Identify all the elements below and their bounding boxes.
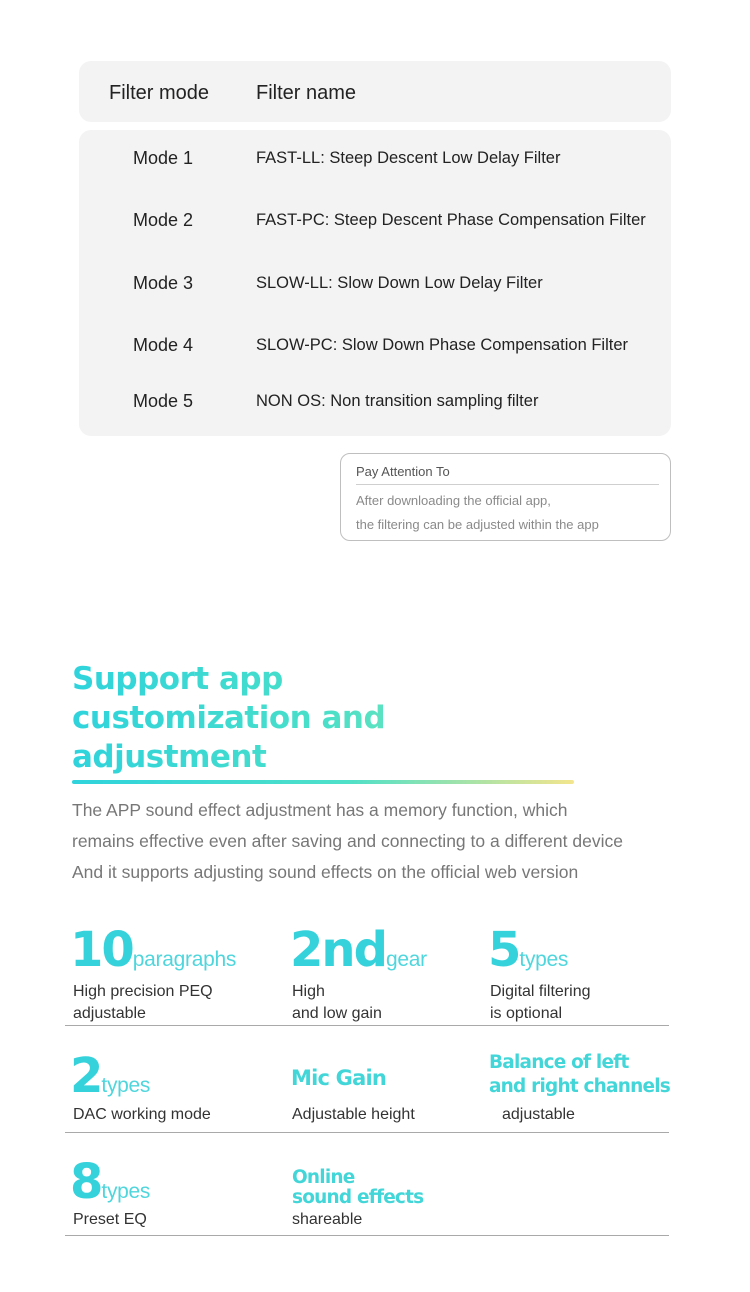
feature-number: 2 [70, 1048, 102, 1104]
headline-line: adjustment [72, 738, 492, 777]
description-line: The APP sound effect adjustment has a memory function, which [72, 800, 568, 820]
filter-table-body [79, 130, 671, 436]
filter-name-cell: SLOW-PC: Slow Down Phase Compensation Filter [256, 336, 629, 354]
feature-desc: Digital filtering [490, 983, 591, 1000]
feature-unit: types [101, 1074, 151, 1097]
feature-unit: gear [385, 948, 427, 971]
feature-desc: Adjustable height [292, 1106, 415, 1123]
feature-title: and right channels [489, 1076, 670, 1097]
feature-gain [290, 922, 427, 978]
feature-desc: shareable [292, 1211, 363, 1228]
feature-unit: types [519, 948, 569, 971]
feature-desc: and low gain [292, 1005, 382, 1022]
table-row [79, 210, 671, 240]
table-row [79, 335, 671, 365]
filter-name-cell: FAST-LL: Steep Descent Low Delay Filter [256, 149, 561, 167]
description-line: remains effective even after saving and connecting to a different device [72, 831, 623, 851]
attention-text-line: the filtering can be adjusted within the app [356, 517, 599, 532]
feature-desc: adjustable [73, 1005, 146, 1022]
filter-mode-cell: Mode 3 [133, 273, 194, 293]
feature-title: Mic Gain [291, 1066, 387, 1090]
feature-divider [65, 1025, 669, 1026]
headline-line: customization and [72, 699, 492, 738]
headline-line: Support app [72, 660, 492, 699]
section-headline [72, 660, 492, 777]
description-line: And it supports adjusting sound effects on the official web version [72, 862, 579, 882]
feature-divider [65, 1132, 669, 1133]
feature-title: Online [292, 1167, 355, 1188]
feature-mic [291, 1066, 386, 1090]
feature-desc: is optional [490, 1005, 563, 1022]
table-row [79, 391, 671, 421]
attention-title: Pay Attention To [356, 464, 450, 479]
attention-text-line: After downloading the official app, [356, 493, 551, 508]
feature-desc: Preset EQ [73, 1211, 147, 1228]
filter-mode-cell: Mode 5 [133, 391, 194, 411]
feature-number: 2nd [290, 922, 386, 978]
table-row [79, 148, 671, 178]
feature-title: sound effects [292, 1187, 424, 1208]
feature-desc: High precision PEQ [73, 983, 213, 1000]
headline-gradient-bar [72, 780, 574, 784]
filter-name-cell: SLOW-LL: Slow Down Low Delay Filter [256, 274, 543, 292]
feature-unit: paragraphs [132, 948, 237, 971]
feature-eq [70, 1154, 150, 1210]
feature-desc: DAC working mode [73, 1106, 211, 1123]
feature-filtering [488, 922, 568, 978]
feature-desc: adjustable [502, 1106, 575, 1123]
filter-mode-cell: Mode 4 [133, 335, 194, 355]
table-row [79, 273, 671, 303]
attention-note [340, 453, 671, 541]
attention-divider [356, 484, 659, 485]
filter-table-header [79, 61, 671, 122]
feature-desc: High [292, 983, 325, 1000]
filter-name-cell: FAST-PC: Steep Descent Phase Compensation Filter [256, 211, 646, 229]
feature-peq [70, 922, 236, 978]
filter-mode-cell: Mode 2 [133, 210, 194, 230]
feature-divider [65, 1235, 669, 1236]
feature-online [292, 1168, 492, 1208]
feature-balance [489, 1053, 689, 1097]
header-filter-name: Filter name [256, 82, 357, 104]
feature-number: 10 [70, 922, 133, 978]
filter-name-cell: NON OS: Non transition sampling filter [256, 392, 539, 410]
feature-dac [70, 1048, 150, 1104]
feature-title: Balance of left [489, 1052, 629, 1073]
feature-number: 8 [70, 1154, 102, 1210]
filter-mode-cell: Mode 1 [133, 148, 194, 168]
feature-number: 5 [488, 922, 520, 978]
feature-unit: types [101, 1180, 151, 1203]
header-filter-mode: Filter mode [109, 82, 210, 104]
